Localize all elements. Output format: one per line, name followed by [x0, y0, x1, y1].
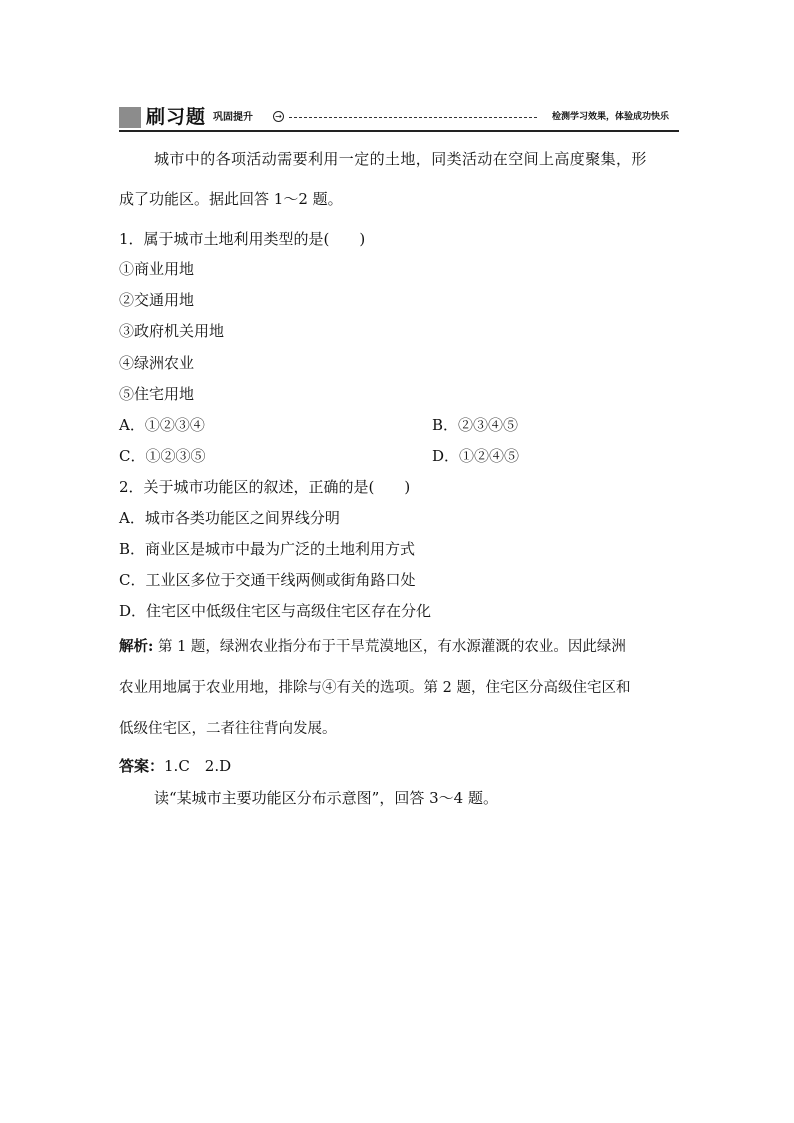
answer-line	[119, 757, 231, 775]
header-subtitle: 巩固提升	[213, 112, 253, 123]
next-questions-lead: 读“某城市主要功能区分布示意图”，回答 3～4 题。	[154, 789, 498, 807]
intro-line-1: 城市中的各项活动需要利用一定的土地，同类活动在空间上高度聚集，形	[154, 150, 647, 168]
analysis-line-1	[119, 638, 626, 656]
answer-label: 答案：	[119, 757, 165, 775]
question-2-choice-a: A．城市各类功能区之间界线分明	[119, 509, 340, 527]
question-1-item: ②交通用地	[119, 291, 195, 309]
section-header	[119, 106, 679, 132]
analysis-text-1: 第 1 题，绿洲农业指分布于干旱荒漠地区，有水源灌溉的农业。因此绿洲	[153, 639, 626, 655]
header-gray-block	[119, 107, 141, 128]
question-1-stem: 1．属于城市土地利用类型的是( )	[119, 230, 366, 248]
question-2-choice-c: C．工业区多位于交通干线两侧或街角路口处	[119, 571, 416, 589]
question-2-choice-d: D．住宅区中低级住宅区与高级住宅区存在分化	[119, 602, 432, 620]
header-slogan: 检测学习效果，体验成功快乐	[551, 112, 669, 122]
question-1-item: ①商业用地	[119, 260, 195, 278]
analysis-label: 解析:	[119, 638, 154, 655]
analysis-line-3: 低级住宅区，二者往往背向发展。	[119, 721, 337, 737]
question-1-item: ③政府机关用地	[119, 322, 225, 340]
analysis-line-2: 农业用地属于农业用地，排除与④有关的选项。第 2 题，住宅区分高级住宅区和	[119, 680, 631, 696]
header-title: 刷习题	[146, 106, 207, 128]
question-2-choice-b: B．商业区是城市中最为广泛的土地利用方式	[119, 540, 416, 558]
question-1-choice-a: A．①②③④	[119, 416, 205, 434]
question-1-choice-c: C．①②③⑤	[119, 447, 206, 465]
question-2-stem: 2．关于城市功能区的叙述，正确的是( )	[119, 478, 411, 496]
question-1-item: ⑤住宅用地	[119, 385, 195, 403]
question-1-choice-b: B．②③④⑤	[432, 416, 519, 434]
question-1-choice-d: D．①②④⑤	[432, 447, 520, 465]
header-rule	[119, 130, 679, 132]
header-dashed-divider	[289, 117, 537, 118]
intro-line-2: 成了功能区。据此回答 1～2 题。	[119, 190, 343, 208]
arrow-right-icon: →	[273, 111, 284, 122]
question-1-item: ④绿洲农业	[119, 354, 195, 372]
answer-text: 1.C 2.D	[164, 757, 232, 775]
